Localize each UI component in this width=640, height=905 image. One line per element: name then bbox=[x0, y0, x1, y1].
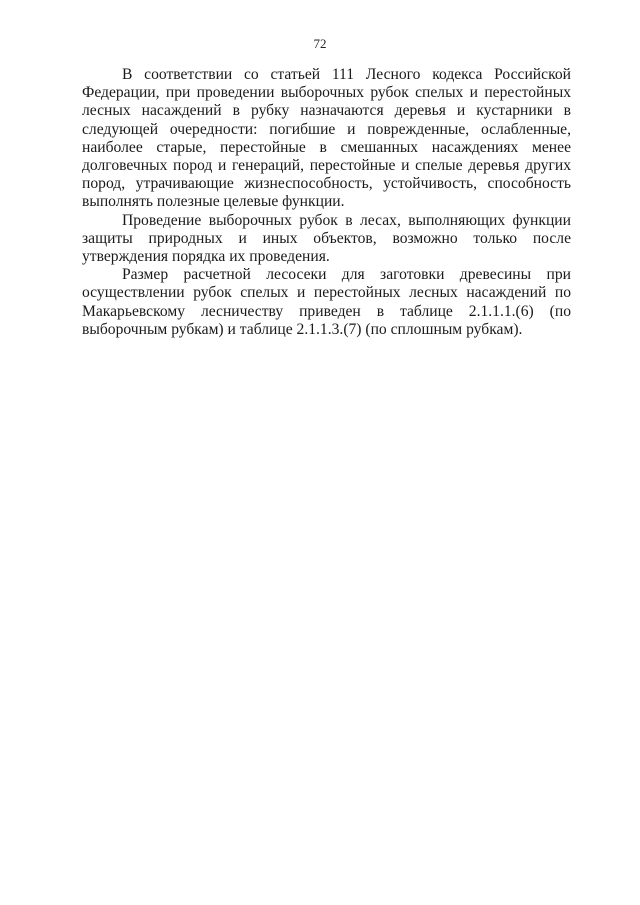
document-body bbox=[82, 66, 571, 339]
page-number: 72 bbox=[313, 36, 327, 51]
paragraph-cutting-order: В соответствии со статьей 111 Лесного кодекса Российской Федерации, при проведении выборочных рубок спелых и перестойных лесных насаждений в рубку назначаются деревья и кустарники в следующей очередности: погибшие и поврежденные, ослабленные, наиболее старые, перестойные в смешанных насаждениях менее долговечных пород и генераций, перестойные и спелые деревья других пород, утрачивающие жизнеспособность, устойчивость, способность выполнять полезные целевые функции. bbox=[82, 66, 571, 211]
paragraph-allowable-cut: Размер расчетной лесосеки для заготовки древесины при осуществлении рубок спелых и перестойных лесных насаждений по Макарьевскому лесничеству приведен в таблице 2.1.1.1.(6) (по выборочным рубкам) и таблице 2.1.1.3.(7) (по сплошным рубкам). bbox=[82, 266, 571, 338]
paragraph-protective-forests: Проведение выборочных рубок в лесах, выполняющих функции защиты природных и иных объектов, возможно только после утверждения порядка их проведения. bbox=[82, 211, 571, 266]
